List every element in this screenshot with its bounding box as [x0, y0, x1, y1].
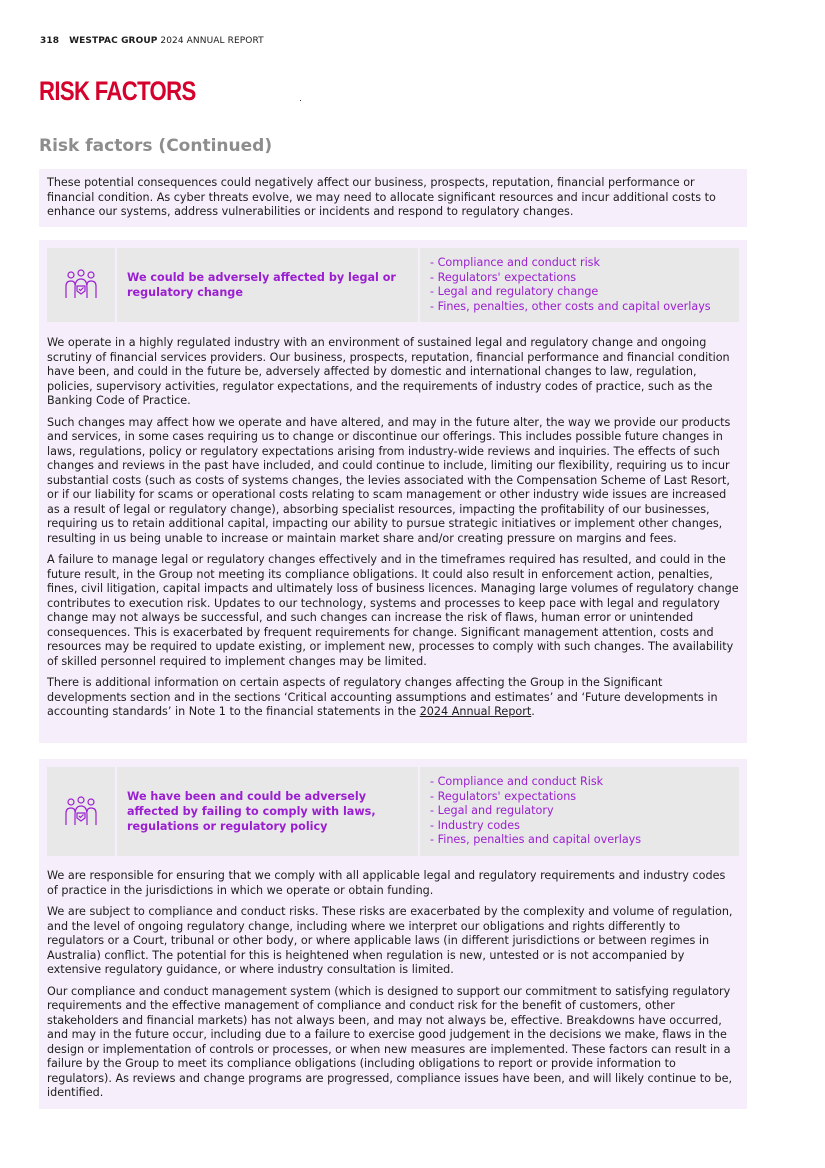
risk-header — [47, 767, 739, 856]
risk-tag: - Fines, penalties, other costs and capital overlays — [430, 299, 711, 313]
risk-panel-compliance — [39, 759, 747, 1109]
risk-tag: - Compliance and conduct risk — [430, 256, 600, 269]
page-number: 318 — [40, 36, 60, 46]
closing-text: There is additional information on certain aspects of regulatory changes affecting the Group in the Significant developments section and in the sections ‘Critical accounting assumptions and estimates’ and ‘Future developments in accounting standards’ in Note 1 to the financial statements in the — [47, 676, 718, 718]
decorative-dot — [300, 100, 301, 101]
page-header — [40, 36, 264, 46]
body-paragraph: We are responsible for ensuring that we comply with all applicable legal and regulatory requirements and industry codes of practice in the jurisdictions in which we operate or obtain funding. — [47, 869, 726, 897]
page-subtitle: Risk factors (Continued) — [39, 136, 273, 156]
risk-tag: - Compliance and conduct Risk — [430, 775, 604, 788]
risk-tag: - Fines, penalties and capital overlays — [430, 833, 642, 847]
risk-body — [47, 336, 739, 727]
report-name: 2024 ANNUAL REPORT — [160, 36, 264, 46]
company-name: WESTPAC GROUP — [69, 36, 158, 46]
closing-end: . — [531, 705, 535, 718]
risk-tag: - Industry codes — [430, 818, 520, 832]
risk-tag: - Regulators' expectations — [430, 789, 577, 803]
body-paragraph: We operate in a highly regulated industry with an environment of sustained legal and regulatory change and ongoing scrutiny of financial services providers. Our business, prospects, reputation, financial performance and financial condition have been, and could in the future be, adversely affected by domestic and international changes to law, regulation, policies, supervisory activities, regulator expectations, and the requirements of industry codes of practice, such as the Banking Code of Practice. — [47, 336, 730, 407]
body-paragraph: Such changes may affect how we operate and have altered, and may in the future alter, the way we provide our products and services, in some cases requiring us to change or discontinue our offerings. This includes possible future changes in laws, regulations, policy or regulatory expectations arising from industry-wide reviews and inquiries. The effects of such changes and reviews in the past have included, and could continue to include, limiting our flexibility, requiring us to incur substantial costs (such as costs of systems changes, the levies associated with the Compensation Scheme of Last Resort, or if our liability for scams or operational costs relating to scam management or other industry wide issues are increased as a result of legal or regulatory change), absorbing specialist resources, impacting the profitability of our businesses, requiring us to retain additional capital, impacting our ability to pursue strategic initiatives or implement other changes, resulting in us being unable to increase or maintain market share and/or creating pressure on margins and fees. — [47, 415, 731, 545]
section-title: RISK FACTORS — [39, 76, 196, 106]
people-group-icon — [64, 795, 98, 829]
risk-tags — [420, 767, 739, 856]
risk-tag: - Regulators' expectations — [430, 270, 577, 284]
risk-tags — [420, 248, 739, 322]
annual-report-link[interactable]: 2024 Annual Report — [419, 705, 532, 718]
risk-icon-cell — [47, 767, 115, 856]
risk-tag: - Legal and regulatory change — [430, 285, 599, 299]
risk-title: We could be adversely affected by legal or regulatory change — [117, 248, 418, 322]
risk-icon-cell — [47, 248, 115, 322]
body-paragraph: We are subject to compliance and conduct risks. These risks are exacerbated by the complexity and volume of regulation, and the level of ongoing regulatory change, including where we interpret our obligations and rights differently to regulators or a Court, tribunal or other body, or where applicable laws (in different jurisdictions or between regimes in Australia) conflict. The potential for this is heightened when regulation is new, untested or is not accompanied by extensive regulatory guidance, or where industry consultation is limited. — [47, 905, 733, 976]
intro-box: These potential consequences could negatively affect our business, prospects, reputation, financial performance or financial condition. As cyber threats evolve, we may need to allocate significant resources and incur additional costs to enhance our systems, address vulnerabilities or incidents and respond to regulatory changes. — [39, 169, 747, 227]
risk-tag: - Legal and regulatory — [430, 804, 554, 818]
risk-body — [47, 869, 739, 1108]
body-paragraph-closing — [47, 676, 739, 720]
people-group-icon — [64, 268, 98, 302]
body-paragraph: Our compliance and conduct management system (which is designed to support our commitment to satisfying regulatory requirements and the effective management of compliance and conduct risk for the benefit of customers, other stakeholders and financial markets) has not always been, and may not always be, effective. Breakdowns have occurred, and may in the future occur, including due to a failure to exercise good judgement in the decisions we make, flaws in the design or implementation of controls or processes, or when new measures are implemented. These factors can result in a failure by the Group to meet its compliance obligations (including obligations to report or provide information to regulators). As reviews and change programs are progressed, compliance issues have been, and will likely continue to be, identified. — [47, 984, 733, 1099]
body-paragraph: A failure to manage legal or regulatory changes effectively and in the timeframes required has resulted, and could in the future result, in the Group not meeting its compliance obligations. It could also result in enforcement action, penalties, fines, civil litigation, capital impacts and ultimately loss of business licences. Managing large volumes of regulatory change contributes to execution risk. Updates to our technology, systems and processes to keep pace with legal and regulatory change may not always be successful, and such changes can increase the risk of flaws, human error or unintended consequences. This is exacerbated by frequent requirements for change. Significant management attention, costs and resources may be required to update existing, or implement new, processes to comply with such changes. The availability of skilled personnel required to implement changes may be limited. — [47, 553, 739, 668]
risk-title: We have been and could be adversely affected by failing to comply with laws, regulations or regulatory policy — [117, 767, 418, 856]
risk-panel-legal-change — [39, 240, 747, 743]
risk-header — [47, 248, 739, 322]
